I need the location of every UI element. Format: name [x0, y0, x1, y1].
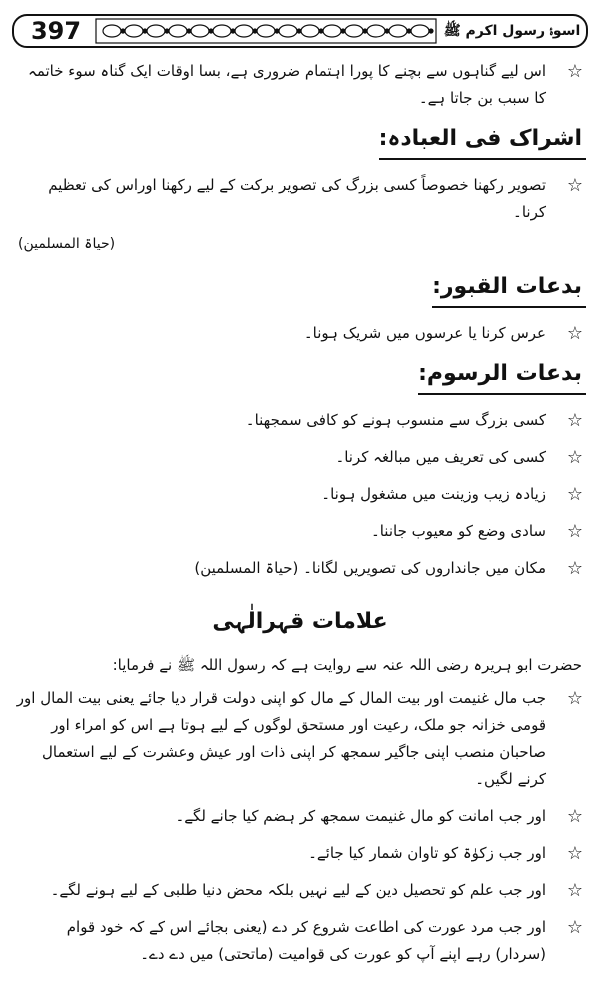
section-heading-text: بدعات القبور: — [432, 270, 586, 308]
section-heading-alamaat: علامات قہرالٰہی — [212, 609, 388, 634]
star-bullet-icon: ☆ — [566, 484, 584, 505]
star-bullet-icon: ☆ — [566, 410, 584, 431]
section-heading-bidaat-qaboor — [14, 270, 586, 308]
section-heading-ishraak — [14, 122, 586, 160]
page-header — [12, 14, 588, 48]
star-bullet-icon: ☆ — [566, 806, 584, 827]
citation-text: (حیاۃ المسلمین) — [18, 236, 116, 252]
list-item — [14, 444, 586, 471]
list-item — [14, 877, 586, 904]
list-item — [14, 518, 586, 545]
section-heading-text: بدعات الرسوم: — [418, 357, 586, 395]
ornament-loop — [257, 25, 275, 37]
list-item — [14, 914, 586, 968]
list-item — [14, 803, 586, 830]
page-content — [14, 58, 586, 978]
item-text: اس لیے گناہوں سے بچنے کا پورا اہتمام ضروری ہے، بسا اوقات ایک گناہ سوء خاتمہ کا سبب بن جاتا ہے۔ — [28, 62, 546, 107]
ornament-loop — [301, 25, 319, 37]
item-text: اور جب زکوٰۃ کو تاوان شمار کیا جائے۔ — [308, 844, 546, 862]
ornament-dot — [429, 29, 433, 33]
running-title: اسوۂ رسول اکرم ﷺ — [443, 23, 581, 39]
ornament-loop — [103, 25, 121, 37]
item-text: کسی بزرگ سے منسوب ہونے کو کافی سمجھنا۔ — [245, 411, 546, 429]
list-item — [14, 840, 586, 867]
list-item — [14, 685, 586, 793]
list-item — [14, 481, 586, 508]
item-text: جب مال غنیمت اور بیت المال کے مال کو اپنی دولت قرار دیا جائے یعنی بیت المال اور قومی خزانہ جو ملک، رعیت اور مستحق لوگوں کے لیے ہوتا ہے اس کو امراء اور صاحبان منصب اپنی جاگیر سمجھ کر اپنی ذات اور عیش وعشرت کے لیے استعمال کرنے لگیں۔ — [16, 689, 546, 788]
star-bullet-icon: ☆ — [566, 521, 584, 542]
star-bullet-icon: ☆ — [566, 175, 584, 196]
ornament-loop — [345, 25, 363, 37]
star-bullet-icon: ☆ — [566, 917, 584, 938]
ornament-loop — [389, 25, 407, 37]
star-bullet-icon: ☆ — [566, 323, 584, 344]
star-bullet-icon: ☆ — [566, 880, 584, 901]
item-text: مکان میں جانداروں کی تصویریں لگانا۔ (حیاۃ المسلمین) — [194, 559, 546, 577]
list-item — [14, 58, 586, 112]
ornament-loop — [169, 25, 187, 37]
ornament-loop — [235, 25, 253, 37]
item-text: زیادہ زیب وزینت میں مشغول ہونا۔ — [321, 485, 546, 503]
ornament-loop — [125, 25, 143, 37]
star-bullet-icon: ☆ — [566, 688, 584, 709]
citation — [18, 232, 586, 256]
item-text: اور جب امانت کو مال غنیمت سمجھ کر ہضم کیا جانے لگے۔ — [175, 807, 546, 825]
page-number: 397 — [30, 17, 82, 45]
star-bullet-icon: ☆ — [566, 447, 584, 468]
item-text: اور جب علم کو تحصیل دین کے لیے نہیں بلکہ محض دنیا طلبی کے لیے ہونے لگے۔ — [50, 881, 546, 899]
section-heading-bidaat-rusoom — [14, 357, 586, 395]
star-bullet-icon: ☆ — [566, 558, 584, 579]
item-text: سادی وضع کو معیوب جاننا۔ — [370, 522, 546, 540]
list-item — [14, 172, 586, 226]
ornament-loop — [411, 25, 429, 37]
section-heading-text: اشراک فی العبادہ: — [379, 122, 586, 160]
ornament-loop — [323, 25, 341, 37]
ornament-loop — [367, 25, 385, 37]
item-text: کسی کی تعریف میں مبالغہ کرنا۔ — [335, 448, 546, 466]
item-text: تصویر رکھنا خصوصاً کسی بزرگ کی تصویر برکت کے لیے رکھنا اوراس کی تعظیم کرنا۔ — [48, 176, 546, 221]
hadith-intro: حضرت ابو ہریرہ رضی اللہ عنہ سے روایت ہے کہ رسول اللہ ﷺ نے فرمایا: — [112, 656, 582, 674]
star-bullet-icon: ☆ — [566, 843, 584, 864]
ornament-loop — [191, 25, 209, 37]
list-item — [14, 555, 586, 582]
ornament-loop — [213, 25, 231, 37]
item-text: عرس کرنا یا عرسوں میں شریک ہونا۔ — [303, 324, 546, 342]
star-bullet-icon: ☆ — [566, 61, 584, 82]
list-item — [14, 320, 586, 347]
ornament-loop — [147, 25, 165, 37]
list-item — [14, 407, 586, 434]
item-text: اور جب مرد عورت کی اطاعت شروع کر دے (یعنی بجائے اس کے کہ خود قوام (سردار) رہے اپنے آپ کو عورت کی قوامیت (ماتحتی) میں دے دے۔ — [66, 918, 546, 963]
ornament-loop — [279, 25, 297, 37]
